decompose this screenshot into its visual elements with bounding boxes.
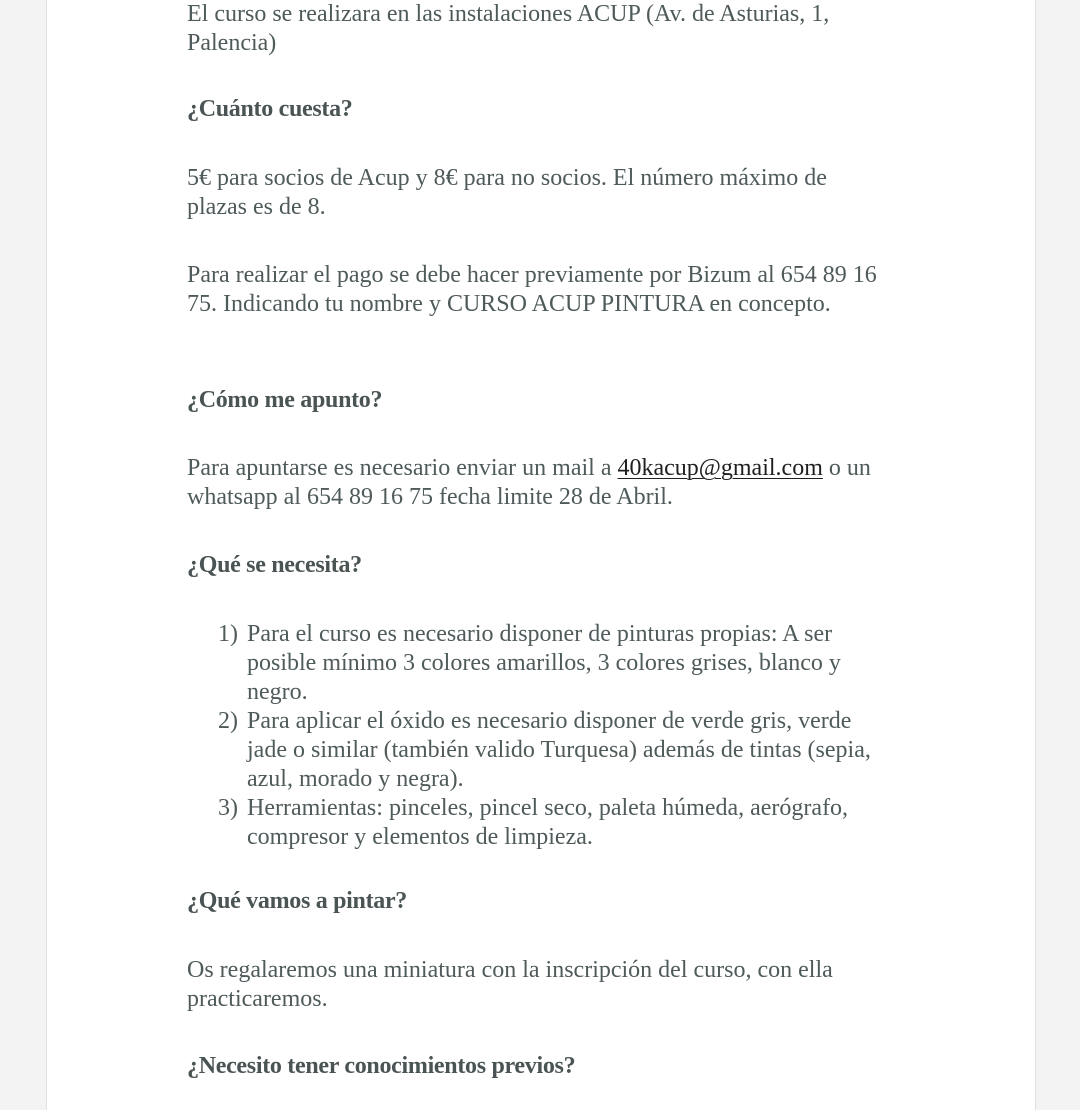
location-text-line-1: El curso se realizara en las instalaciones ACUP (Av. de Asturias, 1, bbox=[187, 1, 830, 27]
painting-text: Os regalaremos una miniatura con la inscripción del curso, con ella practicaremos. bbox=[187, 957, 833, 1012]
needs-list-item bbox=[187, 794, 887, 852]
location-paragraph bbox=[187, 0, 907, 58]
signup-heading-block bbox=[187, 386, 907, 415]
needs-heading: ¿Qué se necesita? bbox=[187, 552, 362, 578]
email-link[interactable]: 40kacup@gmail.com bbox=[617, 455, 823, 481]
needs-list-item bbox=[187, 620, 887, 707]
list-item-text: Para aplicar el óxido es necesario disponer de verde gris, verde jade o similar (también valido Turquesa) además de tintas (sepia, azul, morado y negra). bbox=[247, 708, 871, 792]
signup-paragraph bbox=[187, 454, 897, 512]
list-item-number: 3) bbox=[218, 795, 238, 821]
list-item-number: 1) bbox=[218, 621, 238, 647]
signup-text-after: o un whatsapp al 654 89 16 75 fecha limite 28 de Abril. bbox=[187, 455, 871, 510]
signup-heading: ¿Cómo me apunto? bbox=[187, 387, 383, 413]
payment-text: Para realizar el pago se debe hacer previamente por Bizum al 654 89 16 75. Indicando tu nombre y CURSO ACUP PINTURA en concepto. bbox=[187, 262, 877, 317]
list-item-text: Para el curso es necesario disponer de pinturas propias: A ser posible mínimo 3 colores amarillos, 3 colores grises, blanco y negro. bbox=[247, 621, 841, 705]
list-item-number: 2) bbox=[218, 708, 238, 734]
signup-text-before: Para apuntarse es necesario enviar un mail a bbox=[187, 455, 618, 481]
needs-list bbox=[187, 620, 887, 852]
location-text-line-2: Palencia) bbox=[187, 30, 277, 56]
cost-heading-block bbox=[187, 95, 907, 124]
payment-paragraph bbox=[187, 261, 877, 319]
price-paragraph bbox=[187, 164, 867, 222]
painting-heading: ¿Qué vamos a pintar? bbox=[187, 888, 408, 914]
knowledge-heading-block bbox=[187, 1052, 907, 1081]
knowledge-heading: ¿Necesito tener conocimientos previos? bbox=[187, 1053, 576, 1079]
signup-text bbox=[187, 454, 897, 512]
price-text: 5€ para socios de Acup y 8€ para no socios. El número máximo de plazas es de 8. bbox=[187, 165, 827, 220]
painting-heading-block bbox=[187, 887, 907, 916]
needs-heading-block bbox=[187, 551, 907, 580]
needs-list-item bbox=[187, 707, 887, 794]
list-item-text: Herramientas: pinceles, pincel seco, paleta húmeda, aerógrafo, compresor y elementos de limpieza. bbox=[247, 795, 849, 850]
painting-paragraph bbox=[187, 956, 867, 1014]
cost-heading: ¿Cuánto cuesta? bbox=[187, 96, 353, 122]
